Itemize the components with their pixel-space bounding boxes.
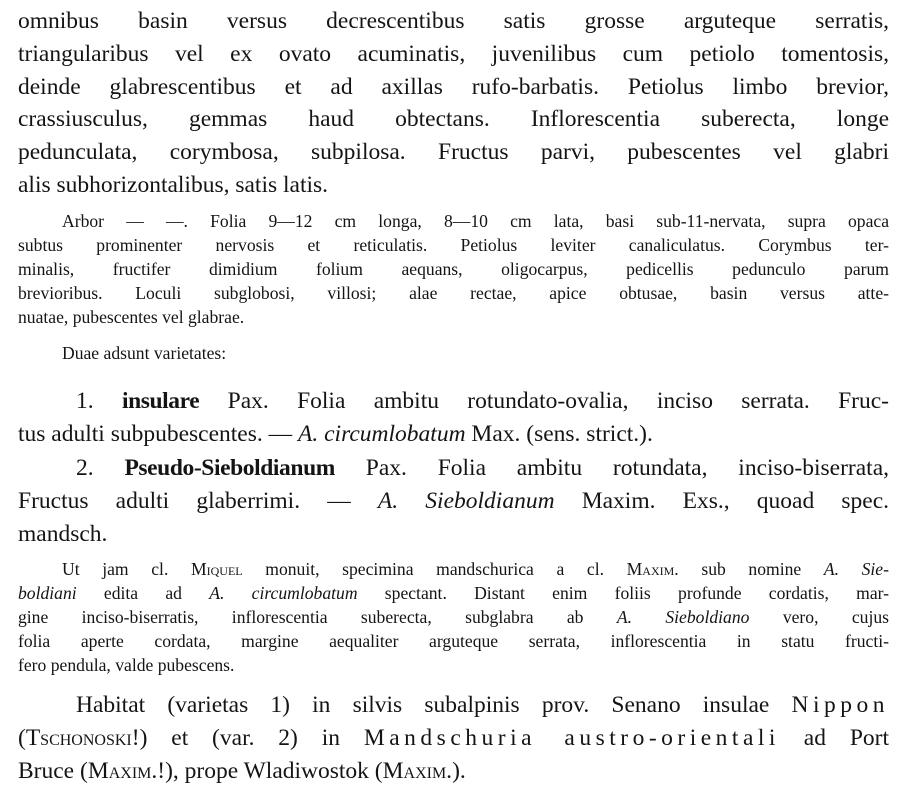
variety-1-author: Pax. [227, 388, 269, 414]
note-line-1: Ut jam cl. Miquel monuit, specimina mandschurica a cl. Maxim. sub nomine A. Sie- [62, 559, 889, 579]
variety-1-line-1 [18, 385, 889, 418]
variety-2-number: 2. [76, 455, 94, 481]
note-line-4: folia aperte cordata, margine aequaliter arguteque serrata, inflorescentia in statu fructi- [18, 631, 889, 651]
collector-tschonoski: Tschonoski [25, 725, 132, 751]
note-line-2: boldiani edita ad A. circumlobatum spectant. Distant enim foliis profunde cordatis, mar- [18, 583, 889, 603]
description-line-2: triangularibus vel ex ovato acuminatis, juvenilibus cum petiolo tomentosis, [18, 41, 889, 67]
variety-1-line-2: tus adulti subpubescentes. — A. circumlobatum Max. (sens. strict.). [18, 421, 653, 447]
collector-maxim: Maxim. [382, 758, 453, 784]
author-miquel: Miquel [191, 559, 243, 579]
habitat-line-1: Habitat (varietas 1) in silvis subalpinis prov. Senano insulae Nippon [76, 692, 890, 718]
note-line-5: fero pendula, valde pubescens. [18, 655, 235, 675]
description-line-4: crassiusculus, gemmas haud obtectans. Inflorescentia suberecta, longe [18, 106, 889, 132]
variety-2-author: Pax. [365, 455, 407, 481]
variety-1-synonym: A. circumlobatum [298, 421, 466, 447]
variety-1-name: insulare [121, 388, 200, 414]
arbor-line-2: subtus prominenter nervosis et reticulatis. Petiolus leviter canaliculatus. Corymbus ter- [18, 235, 889, 255]
variety-2-line-3: mandsch. [18, 521, 108, 547]
varieties-intro: Duae adsunt varietates: [62, 343, 227, 363]
habitat-line-2: (Tschonoski!) et (var. 2) in Mandschuria austro-orientali ad Port [18, 725, 889, 751]
arbor-line-5: nuatae, pubescentes vel glabrae. [18, 307, 245, 327]
arbor-line-1: Arbor — —. Folia 9—12 cm longa, 8—10 cm lata, basi sub-11-nervata, supra opaca [62, 211, 889, 231]
arbor-line-3: minalis, fructifer dimidium folium aequans, oligocarpus, pedicellis pedunculo parum [18, 259, 889, 279]
locality-mandschuria: Mandschuria austro-orientali [363, 725, 780, 751]
description-line-1: omnibus basin versus decrescentibus satis grosse arguteque serratis, [18, 8, 889, 34]
description-line-5: pedunculata, corymbosa, subpilosa. Fructus parvi, pubescentes vel glabri [18, 139, 889, 165]
description-line-6: alis subhorizontalibus, satis latis. [18, 172, 329, 198]
variety-1-number: 1. [76, 388, 94, 414]
author-maxim: Maxim. [626, 559, 679, 579]
variety-2-line-2: Fructus adulti glaberrimi. — A. Sieboldianum Maxim. Exs., quoad spec. [18, 488, 890, 514]
habitat-line-3: Bruce (Maxim.!), prope Wladiwostok (Maxim.). [18, 758, 466, 784]
variety-2-name: Pseudo-Sieboldianum [124, 455, 335, 481]
description-line-3: deinde glabrescentibus et ad axillas rufo-barbatis. Petiolus limbo brevior, [18, 74, 889, 100]
variety-2-description: Folia ambitu rotundata, inciso-biserrata, [437, 455, 890, 481]
variety-2-synonym: A. Sieboldianum [377, 488, 555, 514]
variety-1-description: Folia ambitu rotundato-ovalia, inciso serrata. Fruc- [297, 388, 889, 414]
variety-2-line-1 [18, 452, 889, 485]
locality-nippon: Nippon [791, 692, 890, 718]
arbor-line-4: brevioribus. Loculi subglobosi, villosi; alae rectae, apice obtusae, basin versus atte- [18, 283, 889, 303]
note-line-3: gine inciso-biserratis, inflorescentia suberecta, subglabra ab A. Sieboldiano vero, cujus [18, 607, 889, 627]
collector-maxim: Maxim. [87, 758, 158, 784]
